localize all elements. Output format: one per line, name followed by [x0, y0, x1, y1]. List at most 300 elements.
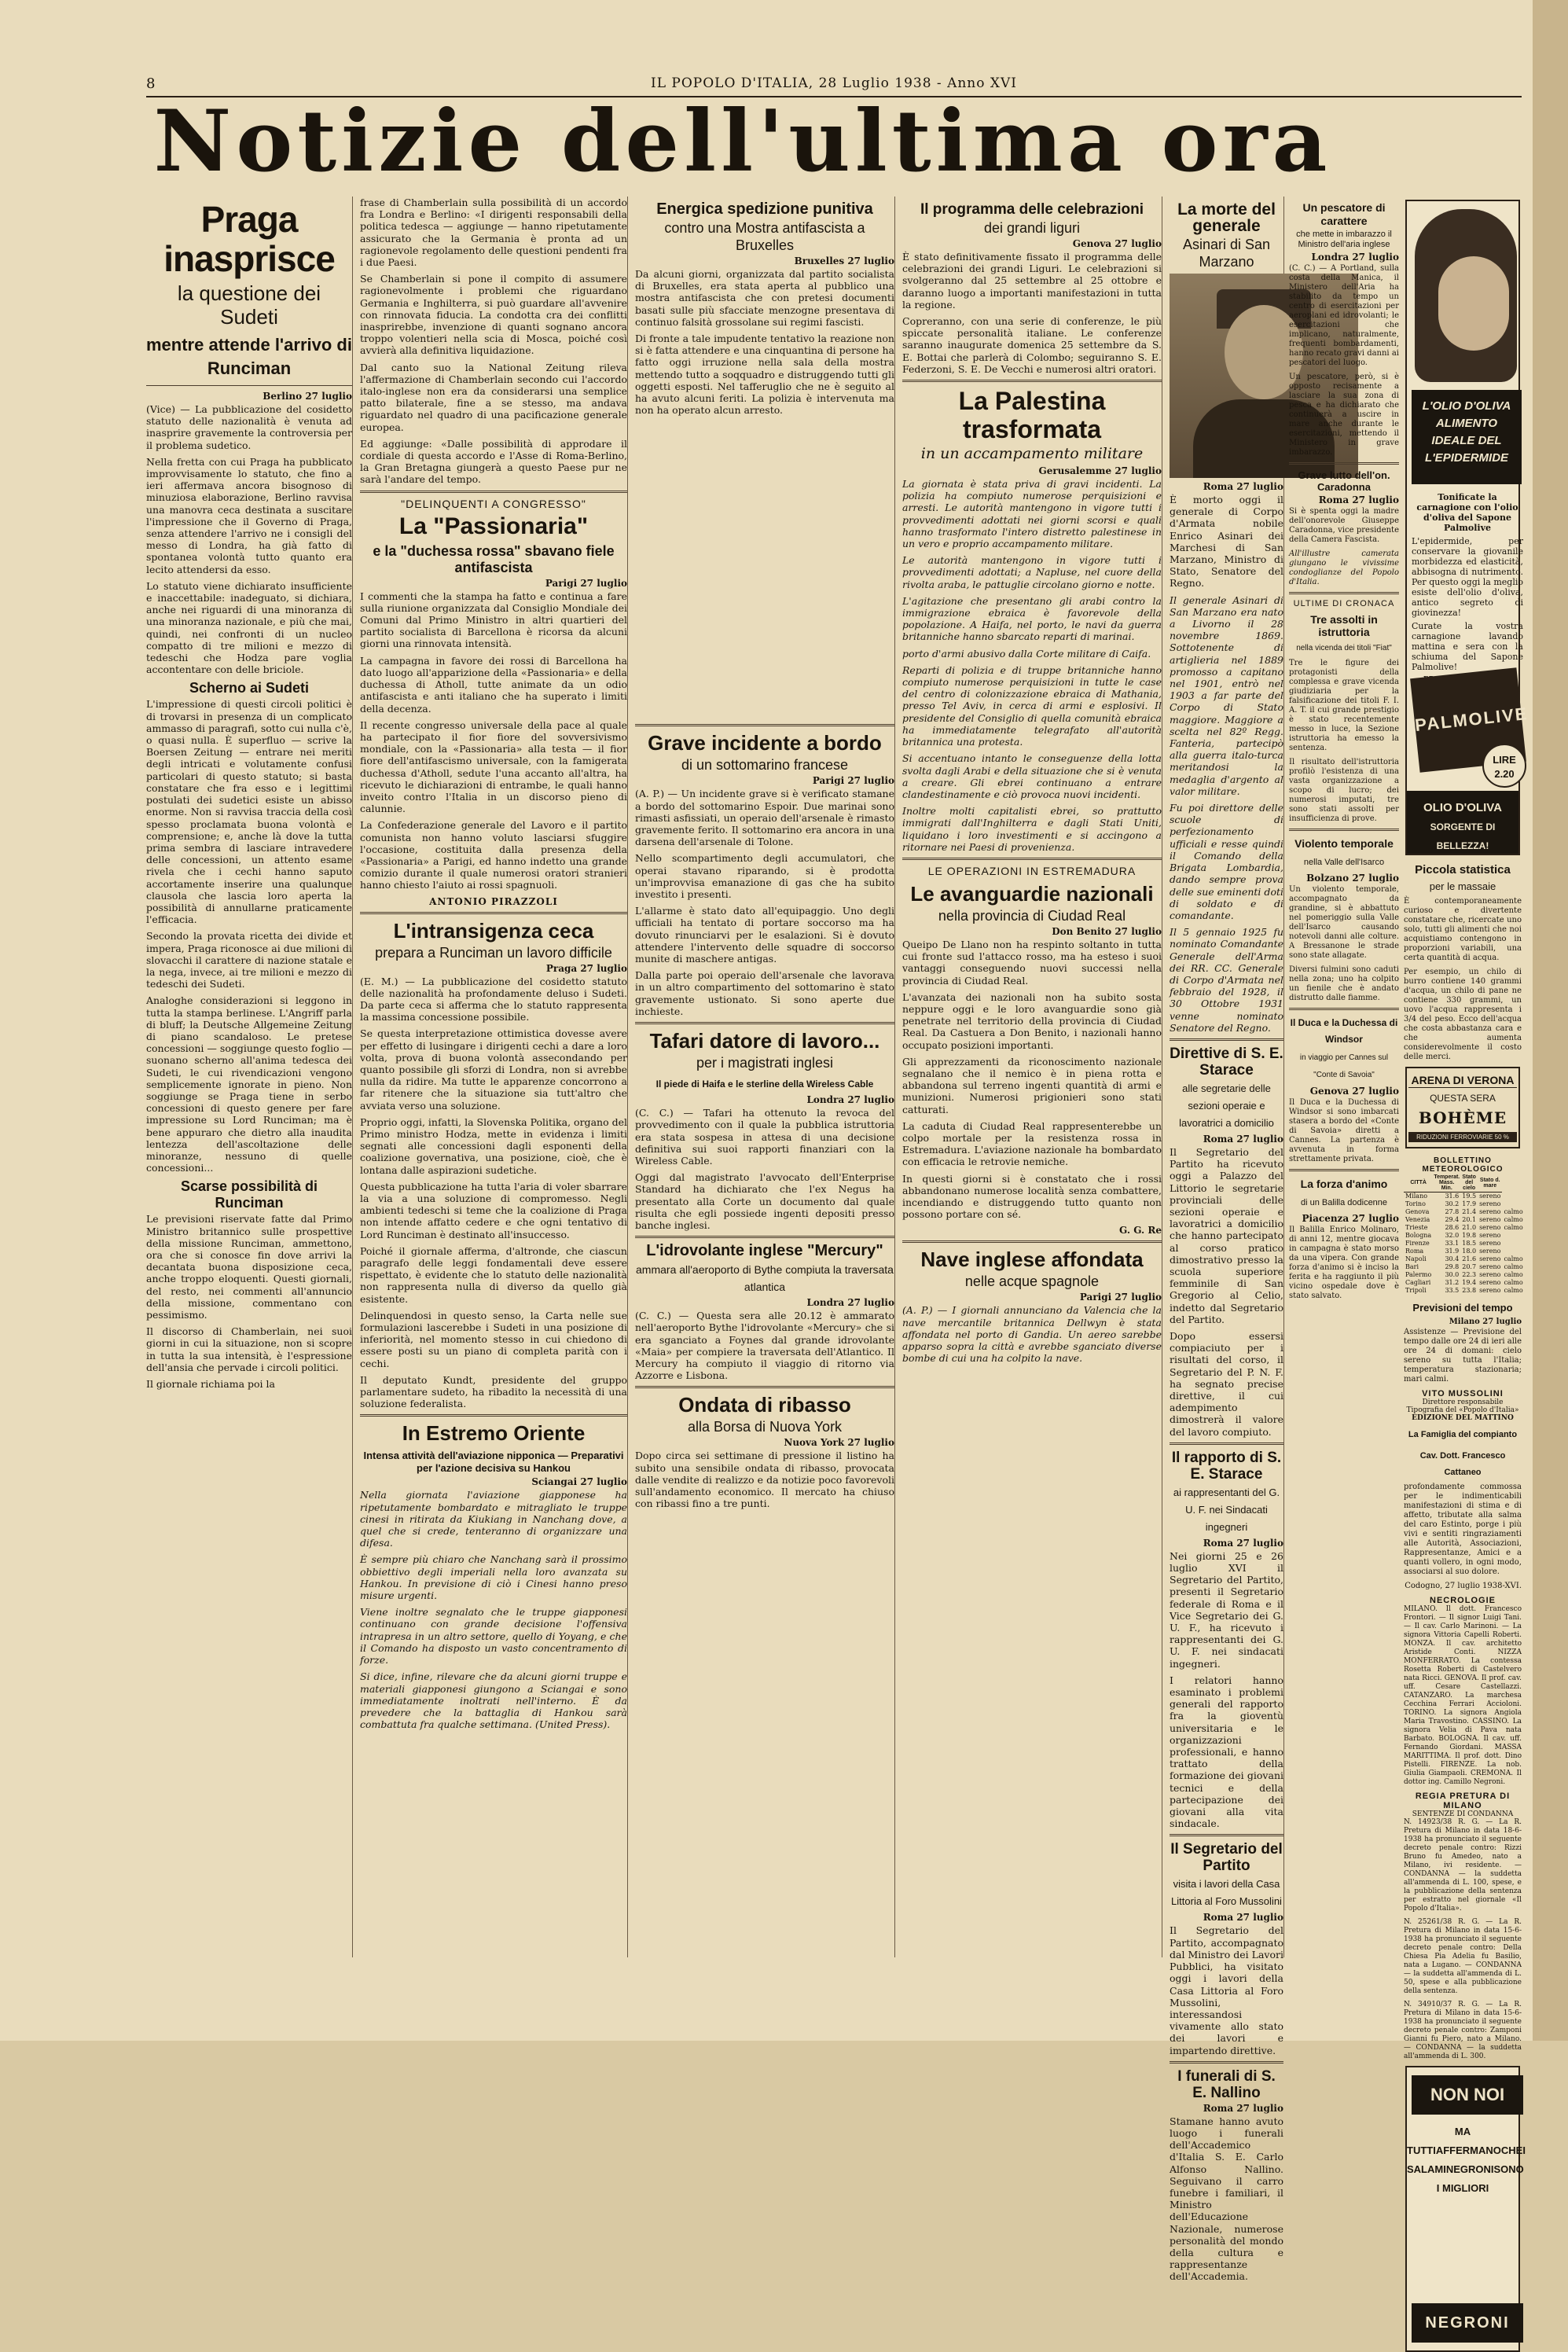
article-title: Le avanguardie nazionali: [910, 881, 1154, 906]
paragraph: N. 34910/37 R. G. — La R. Pretura di Milano in data 15-6-1938 ha pronunciato il seguente decreto penale contro: Zamponi Gianni fu Piero, nato a Milano. — CONDANNA — la suddetta all'ammenda di L. 300.: [1404, 2001, 1522, 2060]
price-badge: LIRE 2.20: [1482, 744, 1526, 788]
table-cell: Genova: [1405, 1208, 1430, 1215]
table-cell: calmo: [1504, 1279, 1523, 1286]
article-title: Energica spedizione punitiva: [656, 200, 873, 218]
ad-line: AFFERMANO: [1435, 2144, 1501, 2156]
table-cell: 17.9: [1462, 1200, 1477, 1207]
paragraph: L'agitazione che presentano gli arabi contro la immigrazione ebraica è favorevole della popolazione. A Haifa, nel porto, le navi da guerra britanniche hanno sbarcato reparti di marinai.: [902, 594, 1162, 643]
paragraph: Inoltre molti capitalisti ebrei, so prattutto immigrati dall'Inghilterra e dagli Stati Uniti, liquidano i loro investimenti e si accingono a ritornare nei Paesi di provenienza.: [902, 805, 1162, 853]
table-cell: 32.0: [1445, 1232, 1460, 1239]
paragraph: All'illustre camerata giungano le vivissime condoglianze del Popolo d'Italia.: [1289, 549, 1399, 586]
divider: [902, 1240, 1162, 1243]
article-title: Grave incidente a bordo: [648, 731, 882, 755]
column-6-lower: [1404, 863, 1526, 2352]
dateline: Praga 27 luglio: [545, 962, 627, 974]
dateline: Bruxelles 27 luglio: [794, 255, 894, 266]
dateline: Piacenza 27 luglio: [1302, 1213, 1399, 1224]
divider: [1170, 1038, 1283, 1041]
article-subtitle: nella Valle dell'Isarco: [1303, 858, 1385, 867]
table-cell: sereno: [1479, 1208, 1501, 1215]
article-subtitle: Asinari di San Marzano: [1182, 237, 1271, 270]
dateline: Genova 27 luglio: [1072, 238, 1162, 249]
section-heading: BOLLETTINO METEOROLOGICO: [1422, 1156, 1504, 1174]
paragraph: Dal canto suo la National Zeitung rileva l'affermazione di Chamberlain secondo cui l'accordo italo-inglese non era da considerarsi una semplice patto bilaterale, fine a se stesso, ma andava riguardato nel quadro di una pacificazione generale europea.: [360, 361, 627, 433]
paragraph: Le previsioni riservate fatte dal Primo Ministro britannico sulle prospettive della missione Runciman, ammettono, ora che si conosce fin dove arrivi la decantata buona disposizione ceca, anche troppo eloquenti. Questi giornali, del resto, nei commenti all'annuncio della missione, commentano con pessimismo.: [146, 1213, 352, 1321]
article-title: Il Segretario del Partito: [1170, 1841, 1283, 1875]
article-subtitle: per le massaie: [1429, 880, 1496, 892]
article-title: Nave inglese affondata: [920, 1248, 1144, 1272]
paragraph: Dopo circa sei settimane di pressione il listino ha subito una sensibile ondata di ribasso, provocata dalle vendite di realizzo e da notizie poco favorevoli sull'andamento economico. Il mercato ha chiuso con ribassi fino a tre punti.: [635, 1450, 894, 1510]
table-cell: Tripoli: [1405, 1287, 1427, 1294]
woman-illustration: [1415, 209, 1517, 382]
table-cell: [1502, 1248, 1524, 1255]
kicker: ULTIME DI CRONACA: [1293, 599, 1395, 608]
paragraph: Nei giorni 25 e 26 luglio XVI il Segretario del Partito, presenti il Segretario federale di Roma e il Vice Segretario dei G. U. F., ha ricevuto i rappresentanti dei G. U. F. nei sindacati ingegneri.: [1170, 1549, 1283, 1670]
table-cell: 30.0: [1445, 1271, 1460, 1278]
article-title: Piccola statistica: [1415, 863, 1511, 876]
table-row: [1404, 1208, 1525, 1216]
table-cell: Bologna: [1405, 1232, 1432, 1239]
article-title: In Estremo Oriente: [402, 1421, 586, 1446]
paragraph: Stamane hanno avuto luogo i funerali dell'Accademico d'Italia S. E. Carlo Alfonso Nallino. Seguivano il carro funebre i familiari, il Ministro dell'Educazione Nazionale, numerose personalità del mondo della cultura e rappresentanze dell'Accademia.: [1170, 2115, 1283, 2283]
table-cell: sereno: [1479, 1216, 1501, 1223]
notice-title: La Famiglia del compianto: [1408, 1430, 1518, 1439]
table-cell: 19.8: [1462, 1232, 1477, 1239]
article-title: Il programma delle celebrazioni: [920, 201, 1144, 218]
divider: [1170, 1834, 1283, 1836]
main-headline: Notizie dell'ultima ora: [153, 92, 1332, 191]
paragraph: In questi giorni si è constatato che i rossi abbandonano numerose località senza combattere, incendiando e distruggendo tutto quanto non possono portare con sé.: [902, 1172, 1162, 1221]
article-title: La Palestina trasformata: [958, 387, 1106, 444]
dateline: Parigi 27 luglio: [545, 577, 627, 589]
paragraph: (C. C.) — Tafari ha ottenuto la revoca del provvedimento con il quale la pubblica istruttoria era stata sospesa in attesa di una decisione definitiva sui suoi rapporti finanziari con la Wireless Cable.: [635, 1107, 894, 1167]
paragraph: Il generale Asinari di San Marzano era nato a Livorno il 28 novembre 1869. Sottotenente di artiglieria nel 1889 promosso a capitano nel 1901, entrò nel 1903 a far parte del Corpo di Stato maggiore. Maggiore a scelta nel 82º Regg. Fanteria, partecipò alla guerra italo-turca meritandosi la medaglia d'argento al valor militare.: [1170, 594, 1283, 797]
paragraph: Ed aggiunge: «Dalle possibilità di approdare il cordiale di questa accordo e l'Asse di Roma-Berlino, la Gran Bretagna giungerà a questo Paese pur ne sarà l'andare del tempo.: [360, 437, 627, 486]
article-subtitle: mentre attende l'arrivo di Runciman: [146, 335, 352, 378]
ad-footer-line: OLIO D'OLIVA: [1423, 801, 1502, 814]
article-title: Violento temporale: [1294, 837, 1394, 850]
table-cell: Cagliari: [1405, 1279, 1431, 1286]
table-cell: 21.0: [1462, 1224, 1477, 1231]
table-cell: calmo: [1504, 1287, 1523, 1294]
ad-copy: [1412, 492, 1523, 685]
paragraph: Si è spenta oggi la madre dell'onorevole Giuseppe Caradonna, vice presidente della Camera Fascista.: [1289, 507, 1399, 544]
paragraph: Copreranno, con una serie di conferenze, le più spiccate personalità italiane. Le conferenze saranno inaugurate domenica 25 settembre da S. E. Bottai che parlerà di Colombo; seguiranno S. E. Federzoni, S. E. De Vecchi e numerosi altri oratori.: [902, 315, 1162, 375]
paragraph: Le autorità mantengono in vigore tutti i provvedimenti adottati; a Napluse, nel cuore della rivolta araba, le pattuglie circolano giorno e notte.: [902, 554, 1162, 590]
ad-footer: [1407, 791, 1518, 854]
divider: [360, 912, 627, 914]
paragraph: Delinquendosi in questo senso, la Carta nelle sue formulazioni lascerebbe i Sudeti in una posizione di inferiorità, nel momento stesso in cui chiedono di essere posti su un piano di completa parità con i cechi.: [360, 1309, 627, 1369]
dateline: Roma 27 luglio: [1203, 1133, 1283, 1145]
table-row: [1404, 1271, 1525, 1279]
ad-line: MA TUTTI: [1407, 2126, 1471, 2156]
divider: [1170, 2061, 1283, 2064]
paragraph: Un pescatore, però, si è opposto recisamente a lasciare la sua zona di pesca e ha dichiarato che continuerà a uscire in mare anche durante le esercitazioni, mettendo il Ministero in grave imbarazzo.: [1289, 373, 1399, 457]
dateline: Milano 27 luglio: [1449, 1317, 1522, 1326]
dateline: Roma 27 luglio: [1203, 481, 1283, 492]
article-subtitle: nella vicenda dei titoli "Fiat": [1296, 644, 1392, 652]
divider: [1289, 1169, 1399, 1171]
paragraph: Dalla parte poi operaio dell'arsenale che lavorava in un altro compartimento del sottomarino è stato gravemente ustionato. Si sono aperte due inchieste.: [635, 969, 894, 1017]
dateline: Sciangai 27 luglio: [531, 1476, 627, 1488]
table-row: [1404, 1240, 1525, 1248]
director-name: VITO MUSSOLINI: [1422, 1389, 1504, 1398]
column-5: [1170, 197, 1284, 2283]
table-cell: Roma: [1405, 1248, 1424, 1255]
article-title: Previsioni del tempo: [1412, 1302, 1513, 1314]
article-title: Il rapporto di S. E. Starace: [1171, 1449, 1282, 1483]
dateline: Roma 27 luglio: [1203, 2102, 1283, 2114]
paragraph: (C. C.) — Questa sera alle 20.12 è ammarato nell'aeroporto Bythe l'idrovolante «Mercury» che si era sganciato a Foynes dal grande idrovolante «Maia» per compiere la traversata dell'Atlantico. Il Mercury ha compiuto il viaggio di ritorno via Azzorre e Lisbona.: [635, 1310, 894, 1382]
article-title: Tafari datore di lavoro...: [649, 1029, 880, 1053]
table-cell: calmo: [1504, 1255, 1523, 1262]
paragraph: Analoghe considerazioni si leggono in tutta la stampa berlinese. L'Angriff parla di bluff; la Deutsche Allgemeine Zeitung di piano scandaloso. Le pretese concessioni — soggiunge questo foglio — suonano scherno all'anima tedesca dei Sudeti, le cui rivendicazioni vengono semplicemente ignorate in pieno. Non soggiunge se Praga tiene in serbo concessioni di questo genere per fare impressione su Lord Runciman; ma è bene appuraro che dietro alla inaudita lentezza dell'ascoltazione delle minoranze, nessuno di quelle concessioni...: [146, 994, 352, 1174]
paragraph: Per esempio, un chilo di burro contiene 140 grammi d'acqua, un chilo di pane ne contiene 330 grammi, un uovo l'acqua rappresenta i 3/4 del peso. Ecco dell'acqua che costa abbastanza cara e che aumenta considerevolmente il costo delle merci.: [1404, 968, 1522, 1061]
table-row: [1404, 1224, 1525, 1232]
arena-verona-advertisement: [1405, 1067, 1520, 1148]
table-cell: [1502, 1193, 1524, 1201]
notice-title: Cav. Dott. Francesco Cattaneo: [1419, 1451, 1506, 1477]
column-6: [1404, 197, 1529, 2332]
table-header: CITTÀ: [1404, 1174, 1433, 1193]
ad-line: ARENA DI VERONA: [1408, 1073, 1517, 1088]
divider: [1289, 1008, 1399, 1010]
table-cell: 28.6: [1445, 1224, 1460, 1231]
table-row: [1404, 1263, 1525, 1271]
article-subtitle: e la "duchessa rossa" sbavano fiele antifascista: [373, 542, 615, 575]
article-title: La morte del generale: [1177, 200, 1276, 235]
paragraph: Nella fretta con cui Praga ha pubblicato improvvisamente lo statuto, che fino a ieri affermava ancora bisognoso di minuziosa elaborazione, Berlino ravvisa una manovra ceca destinata a suscitare l'impressione che il Governo di Praga, senza attendere l'arrivo ne i consigli del messo di Londra, ha già fatto di spontanea volontà tutto quanto era lecito attendersi da esso.: [146, 455, 352, 575]
table-header: Stato d. mare: [1478, 1174, 1502, 1193]
table-row: [1404, 1287, 1525, 1295]
table-cell: 30.4: [1445, 1255, 1460, 1262]
section-heading: Scarse possibilità di Runciman: [180, 1178, 318, 1211]
table-cell: sereno: [1479, 1287, 1501, 1294]
article-title: Grave lutto dell'on. Caradonna: [1298, 469, 1390, 493]
table-cell: 18.5: [1462, 1240, 1477, 1247]
ad-line: NEGRONI: [1412, 2303, 1523, 2343]
soap-bar-illustration: PALMOLIVE: [1410, 667, 1526, 773]
paragraph: I commenti che la stampa ha fatto e continua a fare sulla riunione organizzata dal Consiglio Mondiale dei Comuni dal Primo Ministro in altri quartieri del partito socialista di Barcellona è ricorsa da alcuni giorni una rinnovata intensità.: [360, 590, 627, 650]
table-row: [1404, 1255, 1525, 1263]
article-subtitle: nelle acque spagnole: [964, 1273, 1100, 1290]
table-header: Stato del cielo: [1460, 1174, 1478, 1193]
ad-line: SONO I MIGLIORI: [1436, 2163, 1524, 2194]
negroni-advertisement: [1405, 2066, 1526, 2352]
paragraph: Poiché il giornale afferma, d'altronde, che ciascun paragrafo delle leggi fondamentali deve essere rispettato, è evidente che lo statuto delle nazionalità non rappresenta nulla di diverso da quello già esistente.: [360, 1244, 627, 1305]
paragraph: L'allarme è stato dato all'equipaggio. Uno degli ufficiali ha tentato di portare soccorso ma ha dovuto rinunciarvi per le esalazioni. Si è dovuto attendere l'intervento delle squadre di soccorso munite di maschere antigas.: [635, 905, 894, 965]
table-cell: sereno: [1479, 1200, 1501, 1207]
table-cell: 23.8: [1462, 1287, 1477, 1294]
paragraph: Reparti di polizia e di truppe britanniche hanno compiuto numerose perquisizioni in tutte le case del centro di colonizzazione ebraica di Mathania, presso Tel Aviv, in cerca di armi e esplosivi. Il presidente del Consiglio di quella comunità ebraica ha immediatamente telegrafato all'autorità britannica una protesta.: [902, 663, 1162, 748]
paragraph: Codogno, 27 luglio 1938-XVI.: [1405, 1582, 1522, 1590]
table-cell: 20.7: [1462, 1263, 1477, 1270]
paragraph: Oggi dal magistrato l'avvocato dell'Enterprise Standard ha dichiarato che l'ex Negus ha presentato alla Corte un documento dal quale risulta che egli possiede ingenti depositi presso banche inglesi.: [635, 1171, 894, 1231]
ad-copy-text: L'epidermide, per conservare la giovanile morbidezza ed elasticità, abbisogna di nutrimento. Per questo oggi la meglio esiste dell'olio d'oliva, antico segreto di giovinezza!: [1412, 536, 1523, 618]
dateline: Bolzano 27 luglio: [1306, 873, 1399, 884]
paragraph: Queipo De Llano non ha respinto soltanto in tutta cui fronte sud l'attacco rosso, ma ha esteso i suoi vantaggi conseguendo nuovi successi nella provincia di Ciudad Real.: [902, 938, 1162, 987]
table-cell: [1502, 1240, 1524, 1248]
table-cell: Bari: [1405, 1263, 1419, 1270]
table-cell: sereno: [1479, 1263, 1501, 1270]
table-cell: 18.0: [1462, 1248, 1477, 1255]
byline: ANTONIO PIRAZZOLI: [429, 895, 558, 907]
table-row: [1404, 1200, 1525, 1208]
article-subtitle: di un Balilla dodicenne: [1300, 1198, 1388, 1207]
divider: [635, 1236, 894, 1238]
article-subtitle: alle segretarie delle sezioni operaie e lavoratrici a domicilio: [1179, 1082, 1274, 1129]
column-spacer: [635, 421, 894, 719]
table-row: [1404, 1216, 1525, 1224]
divider: [635, 1022, 894, 1024]
paragraph: Di fronte a tale impudente tentativo la reazione non si è fatta attendere e una cinquantina di persone ha fatto oggi irruzione nella sala della mostra mettendo tutto a soqquadro e distruggendo tutti gli oggetti esposti. Nel tafferuglio che ne è seguito al ha avuto alcuni feriti. La polizia è intervenuta ma non ha operato alcun arresto.: [635, 333, 894, 417]
ad-line: NEGRONI: [1445, 2163, 1494, 2175]
table-cell: 27.8: [1445, 1208, 1460, 1215]
table-row: [1404, 1193, 1525, 1201]
paragraph: (C. C.) — A Portland, sulla costa della Manica, il Ministero dell'Aria ha stabilito da tempo un centro di esercitazioni per aeroplani ed idrovolanti; le esercitazioni che implicano, naturalmente, frequenti bombardamenti, hanno recato gravi danni ai pescatori del luogo.: [1289, 264, 1399, 367]
article-subtitle: dei grandi liguri: [983, 220, 1081, 236]
director-title: Direttore responsabile: [1422, 1398, 1504, 1406]
table-cell: calmo: [1504, 1271, 1523, 1278]
article-subtitle: ai rappresentanti del G. U. F. nei Sindacati ingegneri: [1173, 1486, 1280, 1533]
masthead-line: IL POPOLO D'ITALIA, 28 Luglio 1938 - Anno XVI: [651, 75, 1017, 91]
table-cell: 29.8: [1445, 1263, 1460, 1270]
paragraph: N. 14923/38 R. G. — La R. Pretura di Milano in data 18-6-1938 ha pronunciato il seguente decreto penale contro: Rizzi Bruno fu Amedeo, nato a Milano, ivi residente. — CONDANNA — la suddetta all'ammenda di L. 100, spese, e la pubblicazione della sentenza per estratto nel giornale «Il Popolo d'Italia».: [1404, 1818, 1522, 1913]
paragraph: Proprio oggi, infatti, la Slovenska Politika, organo del Primo ministro Hodza, mette in evidenza i limiti segnati alle concessioni dagli esponenti della coalizione governativa, una posizione, cioè, che è lontana dalle aspirazioni sudetiche.: [360, 1115, 627, 1176]
paragraph: (Vice) — La pubblicazione del cosidetto statuto delle nazionalità è venuta ad inasprire gravemente la controversia per il problema sudetico.: [146, 403, 352, 451]
article-subtitle: visita i lavori della Casa Littoria al Foro Mussolini: [1171, 1878, 1282, 1908]
divider: [1289, 462, 1399, 465]
paragraph: Secondo la provata ricetta dei divide et impera, Praga riconosce ai due milioni di slovacchi il carattere di nazione statale e la nega, invece, ai tre milioni e mezzo di tedeschi dei Sudeti.: [146, 930, 352, 990]
divider: [902, 858, 1162, 860]
dateline: Roma 27 luglio: [1203, 1912, 1283, 1924]
dateline: Parigi 27 luglio: [812, 775, 894, 787]
paragraph: La caduta di Ciudad Real rappresenterebbe un colpo mortale per la resistenza rossa in Estremadura. L'aviazione nazionale ha bombardato con efficacia le retrovie nemiche.: [902, 1119, 1162, 1168]
dateline: Parigi 27 luglio: [1079, 1292, 1162, 1303]
ad-copy-lead: Tonificate la carnagione con l'olio d'oliva del Sapone Palmolive: [1416, 492, 1518, 533]
slogan-line: L'OLIO D'OLIVA: [1422, 399, 1511, 413]
ad-copy-text: Curate la vostra carnagione lavando mattina e sera con la schiuma del Sapone Palmolive!: [1412, 621, 1523, 672]
kicker: LE OPERAZIONI IN ESTREMADURA: [927, 864, 1137, 877]
ad-line: QUESTA SERA: [1430, 1093, 1496, 1104]
column-5b: [1289, 197, 1399, 1957]
paragraph: MILANO. Il dott. Francesco Frontori. — Il signor Luigi Tani. — Il cav. Carlo Marinoni. — La signora Vittoria Capelli Roberti. MONZA. Il cav. architetto Aristide Conti. NIZZA MONFERRATO. La contessa Rosetta Roberti di Castelvero nata Ricci. GENOVA. Il prof. cav. uff. Cesare Castellazzi. CATANZARO. La marchesa Cecchina Ferrari Accioloni. TORINO. La signora Angiola Maria Travostino. CASSINO. La signora Velia di Pava nata Barbato. BOLOGNA. Il cav. uff. Fernando Giordani. MASSA MARITTIMA. Il prof. dott. Dino Pistelli. FIRENZE. La nob. Giulia Giampaoli. CREMONA. Il dottor ing. Camillo Negroni.: [1404, 1605, 1522, 1786]
divider: [146, 385, 352, 386]
divider: [360, 491, 627, 493]
article-subtitle: nella provincia di Ciudad Real: [938, 907, 1126, 924]
slogan-line: L'EPIDERMIDE: [1424, 451, 1509, 465]
paragraph: È stato definitivamente fissato il programma delle celebrazioni dei grandi Liguri. Le celebrazioni si svolgeranno dal 25 settembre al 25 ottobre e daranno luogo a importanti manifestazioni in tutta la regione.: [902, 251, 1162, 311]
paragraph: Il recente congresso universale della pace al quale ha partecipato il fior fiore del sovversivismo mondiale, con la «Passionaria» alla testa — il fior fiore dell'antifascismo universale, con la famigerata duchessa d'Atholl, sedute l'una accanto all'altra, ha ricevuto le dichiarazioni di entrambe, le quali hanno inveito contro l'Italia in un discorso pieno di calunnie.: [360, 718, 627, 815]
paragraph: (A. P.) — I giornali annunciano da Valencia che la nave mercantile britannica Dellwyn è stata affondata nel porto di Gandia. Un aereo sarebbe apparso sopra la città e avrebbe sganciato diverse bombe di cui una ha colpito la nave.: [902, 1304, 1162, 1365]
paragraph: Gli apprezzamenti da riconoscimento nazionale segnalano che il nemico è in piena rotta e abbandona sul terreno ingenti quantità di armi e munizioni. Numerosi prigionieri sono stati catturati.: [902, 1055, 1162, 1115]
article-subtitle: Il piede di Haifa e le sterline della Wireless Cable: [655, 1079, 874, 1090]
paragraph: Si dice, infine, rilevare che da alcuni giorni truppe e materiali giapponesi giungono a Sciangai e sono immediatamente inoltrati nell'interno. È da prevedere che la battaglia di Hankou sarà combattuta fra qualche settimana. (United Press).: [360, 1670, 627, 1731]
article-subtitle: in un accampamento militare: [920, 445, 1144, 463]
paragraph: La campagna in favore dei rossi di Barcellona ha dato luogo all'apparizione della «Passionaria» e della duchessa di Atholl, tutte animate da un odio antifascista e anti italiano che ha superato i limiti della decenza.: [360, 654, 627, 715]
paragraph: Il Balilla Enrico Molinaro, di anni 12, mentre giocava in campagna è stato morso da una vipera. Con grande forza d'animo si è inciso la ferita e ha raggiunto il più vicino ospedale dove è stato salvato.: [1289, 1226, 1399, 1300]
paragraph: Se Chamberlain si pone il compito di assumere ragionevolmente i problemi che riguardano Germania e Inghilterra, si può guardare all'avvenire con rinnovata fiducia. La condotta cra dei conflitti inasprirebbe, invenzione di quanti sognano ancora troppo volentieri nella scia di Mosca, poiché così avvierà alla definitiva liquidazione.: [360, 273, 627, 357]
ad-line: NON NOI: [1412, 2075, 1523, 2115]
ad-footer-line: SORGENTE DI BELLEZZA!: [1430, 821, 1496, 851]
paragraph: frase di Chamberlain sulla possibilità di un accordo fra Londra e Berlino: «I dirigenti responsabili della politica tedesca — aggiunge — hanno ripetutamente assicurato che la Germania è pronta ad un ragionevole regolamento delle questioni pendenti fra i due Paesi.: [360, 197, 627, 269]
table-cell: Milano: [1405, 1193, 1428, 1200]
paragraph: L'impressione di questi circoli politici è di trovarsi in presenza di un complicato ammasso di paragrafi, sotto cui nulla c'è, o quasi nulla. È superfluo — scrive la Boersen Zeitung — entrare nei meriti degli intricati e volutamente confusi particolari di questo statuto; si basta constatare che fra esso e i legittimi postulati dei sudetici esiste un abisso enorme. Non si ravvisa traccia della così spesso proclamata buona volontà e comprensione; e, anche là dove la tutta prima sembra di lasciare intravedere delle concessioni, un attento esame rivela che i cechi hanno saputo accortamente inserire una qualunque clausola che lascia loro aperta la possibilità di annullarne praticamente l'efficacia.: [146, 698, 352, 926]
table-cell: 30.2: [1445, 1200, 1460, 1207]
section-subheading: SENTENZE DI CONDANNA: [1412, 1810, 1514, 1818]
paragraph: È sempre più chiaro che Nanchang sarà il prossimo obbiettivo degli imperiali nella loro avanzata su Hankou. In previsione di ciò i Cinesi hanno preso misure urgenti.: [360, 1553, 627, 1602]
table-cell: 19.5: [1462, 1193, 1477, 1200]
paragraph: Fu poi direttore delle scuole di perfezionamento ufficiali e resse quindi il Comando della Brigata Lombardia, dando sempre prova delle sue eminenti doti di soldato e di comandante.: [1170, 802, 1283, 921]
paragraph: Diversi fulmini sono caduti nella zona; uno ha colpito un fienile che è andato distrutto dalle fiamme.: [1289, 965, 1399, 1002]
paragraph: La giornata è stata priva di gravi incidenti. La polizia ha compiuto numerose perquisizioni e arresti. Le autorità mantengono in vigore tutti i provvedimenti adottati nei giorni scorsi e quali hanno trasformato l'intero distretto palestinese in un vero e proprio accampamento militare.: [902, 478, 1162, 550]
paragraph: Da alcuni giorni, organizzata dal partito socialista di Bruxelles, era stata aperta al pubblico una mostra antifascista che con pretesi documenti basati sulle più sfacciate menzogne presentava di continuo falsità grossolane sui regimi fascisti.: [635, 268, 894, 328]
article-title: La forza d'animo: [1300, 1178, 1388, 1190]
dateline: Roma 27 luglio: [1203, 1537, 1283, 1549]
column-4: [902, 197, 1162, 1957]
paragraph: Il risultato dell'istruttoria profilò l'esistenza di una vasta organizzazione a scopo di lucro; dei numerosi imputati, tre sono stati assolti per insufficienza di prove.: [1289, 758, 1399, 823]
table-cell: sereno: [1479, 1240, 1501, 1247]
table-row: [1404, 1279, 1525, 1287]
paragraph: L'avanzata dei nazionali non ha subito sosta neppure oggi e le loro avanguardie sono già penetrate nel territorio della provincia di Ciudad Real. Da Castuera a Don Benito, i nazionali hanno occupato posizioni importanti.: [902, 990, 1162, 1051]
table-cell: Firenze: [1405, 1240, 1430, 1247]
paragraph: porto d'armi abusivo dalla Corte militare di Caifa.: [902, 647, 1151, 660]
article-subtitle: di un sottomarino francese: [681, 757, 849, 774]
dateline: Roma 27 luglio: [1318, 494, 1399, 505]
paragraph: Il Segretario del Partito ha ricevuto oggi a Palazzo del Littorio le segretarie provinciali delle sezioni operaie e lavoratrici a domicilio che hanno partecipato al corso pratico dimostrativo presso la scuola superiore femminile di San Gregorio al Celio, indetto dal Segretario del Partito.: [1170, 1145, 1283, 1325]
paragraph: Il deputato Kundt, presidente del gruppo parlamentare sudeto, ha ribadito la necessità di una soluzione federalista.: [360, 1373, 627, 1410]
table-cell: 19.4: [1462, 1279, 1477, 1286]
divider: [635, 724, 894, 726]
paragraph: Il 5 gennaio 1925 fu nominato Comandante Generale dell'Arma dei RR. CC. Generale di Corpo d'Armata nel febbraio del 1928, il 30 Ottobre 1931 venne nominato Senatore del Regno.: [1170, 926, 1283, 1034]
table-cell: 33.5: [1445, 1287, 1460, 1294]
ad-line: RIDUZIONI FERROVIARIE 50 %: [1408, 1132, 1517, 1142]
paragraph: Questa pubblicazione ha tutta l'aria di voler sbarrare la via a una soluzione di compromesso. Negli ambienti tedeschi si teme che la coalizione di Praga non intende affatto cedere e che ogni tentativo di Lord Runciman è destinato all'insuccesso.: [360, 1180, 627, 1240]
ad-slogan: [1412, 390, 1522, 484]
article-subtitle: alla Borsa di Nuova York: [687, 1419, 843, 1435]
slogan-line: IDEALE DEL: [1431, 434, 1502, 447]
paragraph: (A. P.) — Un incidente grave si è verificato stamane a bordo del sottomarino Espoir. Due marinai sono rimasti asfissiati, un operaio dell'arsenale è rimasto gravemente ferito. Il sottomarino era ancora in una darsena dell'arsenale di Tolone.: [635, 788, 894, 848]
dateline: Nuova York 27 luglio: [784, 1437, 894, 1449]
paragraph: La Confederazione generale del Lavoro e il partito comunista non hanno voluto lasciarsi sfuggire l'occasione, costituita dalla presenza della «Passionaria» a Parigi, ed hanno indetto una grande comizio durante il quale numerosi oratori stranieri hanno chiesto l'aiuto ai rossi spagnuoli.: [360, 819, 627, 891]
article-subtitle: la questione dei Sudeti: [177, 281, 321, 329]
divider: [902, 380, 1162, 382]
article-title: I funerali di S. E. Nallino: [1177, 2067, 1276, 2101]
paragraph: Un violento temporale, accompagnato da grandine, si è abbattuto nel pomeriggio sulla Valle dell'Isarco causando notevoli danni alle colture. A Bressanone le strade sono state allagate.: [1289, 885, 1399, 960]
divider: [1289, 829, 1399, 831]
table-cell: calmo: [1504, 1224, 1523, 1231]
woman-face: [1438, 256, 1509, 351]
dateline: Don Benito 27 luglio: [1052, 925, 1162, 937]
table-cell: Trieste: [1405, 1224, 1428, 1231]
paragraph: I relatori hanno esaminato i problemi generali del rapporto fra la gioventù universitaria e le organizzazioni professionali, e hanno trattato della formazione dei giovani tecnici e della partecipazione dei giovani alla vita sindacale.: [1170, 1674, 1283, 1830]
table-cell: [1502, 1200, 1524, 1208]
table-cell: 21.6: [1462, 1255, 1477, 1262]
table-cell: calmo: [1504, 1263, 1523, 1270]
paragraph: Nello scompartimento degli accumulatori, che operai stavano riparando, si è prodotta un'improvvisa emanazione di gas che ha subito investito i presenti.: [635, 852, 894, 901]
article-title: Un pescatore di carattere: [1302, 201, 1386, 227]
article-title: L'idrovolante inglese "Mercury": [646, 1242, 883, 1260]
table-row: [1404, 1248, 1525, 1255]
paragraph: È contemporaneamente curioso e divertente constatare che, ricercate uno solo, tutti gli alimenti che noi acquistiamo contengono in proporzioni variabili, una certa quantità di acqua.: [1404, 897, 1522, 962]
table-cell: 33.1: [1445, 1240, 1460, 1247]
table-header: Temperat. Mass. Min.: [1434, 1174, 1460, 1191]
paragraph: N. 25261/38 R. G. — La R. Pretura di Milano in data 15-6-1938 ha pronunciato il seguente decreto penale contro: Della Chiesa Pia Adelia fu Basilio, nata a Lugano. — CONDANNA — la suddetta all'ammenda di L. 50, spese e alla pubblicazione della sentenza.: [1404, 1918, 1522, 1995]
kicker: "DELINQUENTI A CONGRESSO": [401, 497, 586, 510]
divider: [1170, 1442, 1283, 1445]
table-cell: [1502, 1232, 1524, 1240]
weather-table: [1404, 1174, 1525, 1295]
column-1: [146, 197, 353, 1957]
table-cell: 31.6: [1445, 1193, 1460, 1200]
paragraph: Il Segretario del Partito, accompagnato dal Ministro dei Lavori Pubblici, ha visitato oggi i lavori della Casa Littoria al Foro Mussolini, interessandosi vivamente allo stato dei lavori e impartendo direttive.: [1170, 1924, 1283, 2056]
paragraph: Il giornale richiama poi la: [146, 1378, 275, 1391]
table-cell: sereno: [1479, 1232, 1501, 1239]
article-subtitle: ammara all'aeroporto di Bythe compiuta la traversata atlantica: [636, 1263, 894, 1294]
table-cell: 20.1: [1462, 1216, 1477, 1223]
paragraph: Si accentuano intanto le conseguenze della lotta svolta dagli Arabi e della situazione che si è venuta a creare. Gli ebrei continuano a entrare clandestinamente e ciò provoca nuovi incidenti.: [902, 752, 1162, 800]
table-cell: sereno: [1479, 1279, 1501, 1286]
edition: EDIZIONE DEL MATTINO: [1412, 1414, 1514, 1422]
table-cell: calmo: [1504, 1208, 1523, 1215]
article-title: L'intransigenza ceca: [393, 918, 594, 943]
article-subtitle: contro una Mostra antifascista a Bruxelles: [664, 220, 865, 253]
paragraph: profondamente commossa per le indimenticabili manifestazioni di stima e di affetto, tributate alla salma del caro Estinto, porge i più vivi e sentiti ringraziamenti alle Autorità, Associazioni, Rappresentanze, Amici e a quanti vollero, in ogni modo, associarsi al suo dolore.: [1404, 1483, 1522, 1576]
article-subtitle: Intensa attività dell'aviazione nipponica — Preparativi per l'azione decisiva su Hankou: [363, 1450, 624, 1475]
table-cell: sereno: [1479, 1248, 1501, 1255]
table-cell: 21.4: [1462, 1208, 1477, 1215]
table-cell: sereno: [1479, 1271, 1501, 1278]
byline: G. G. Re: [1119, 1225, 1162, 1237]
column-3: [635, 197, 895, 1957]
paragraph: Il Duca e la Duchessa di Windsor si sono imbarcati stasera a bordo del «Conte di Savoia» diretti a Cannes. La partenza è avvenuta in forma strettamente privata.: [1289, 1098, 1399, 1163]
table-cell: calmo: [1504, 1216, 1523, 1223]
ad-copy: [1407, 2122, 1526, 2198]
dateline: Londra 27 luglio: [806, 1297, 894, 1309]
table-cell: sereno: [1479, 1193, 1501, 1200]
table-row: [1404, 1232, 1525, 1240]
paragraph: Viene inoltre segnalato che le truppe giapponesi continuano con grande decisione l'offensiva intrapresa in un altro settore, quello di Yoyang, e che il Comando ha disposto un vasto concentramento di forze.: [360, 1606, 627, 1667]
paragraph: Lo statuto viene dichiarato insufficiente e inaccettabile: inadeguato, si dichiara, anche nei riguardi di una minoranza di una minoranza nazionale, e più che mai, quindi, nei confronti di un nucleo compatto di tre milioni e mezzo di tedeschi che Hodza pare voglia accontentare con delle briciole.: [146, 579, 352, 676]
paragraph: Se questa interpretazione ottimistica dovesse avere per effetto di lusingare i dirigenti cechi a dare a loro volta, prova di buona volontà assecondando per quanto possibile gli sforzi di Londra, non si avrebbe nulla da ridire. Ma tutte le apparenze concorrono a far ritenere che la situazione sia tutt'altro che avviata verso una soluzione.: [360, 1027, 627, 1112]
article-title: Direttive di S. E. Starace: [1170, 1045, 1283, 1079]
article-title: Ondata di ribasso: [678, 1393, 851, 1417]
ad-line: CHE: [1500, 2144, 1523, 2156]
page-number: 8: [146, 75, 156, 92]
slogan-line: ALIMENTO: [1435, 417, 1498, 430]
paragraph: Il discorso di Chamberlain, nei suoi giorni in cui la situazione, non si scopre in tutta la sua intensità, è l'espressione dell'ansia che pervade i circoli politici.: [146, 1325, 352, 1373]
paragraph: Assistenze — Previsione del tempo dalle ore 24 di ieri alle ore 24 di domani: cielo sereno su tutta l'Italia; temperatura stazionaria; mari calmi.: [1404, 1328, 1522, 1384]
section-heading: REGIA PRETURA DI MILANO: [1415, 1792, 1511, 1810]
paragraph: Nella giornata l'aviazione giapponese ha ripetutamente bombardato e mitragliato le truppe cinesi in ritirata da Kiukiang in Nanchang dove, a quel che si crede, tenteranno di organizzare una difesa.: [360, 1489, 627, 1549]
divider: [1289, 592, 1399, 594]
table-cell: Napoli: [1405, 1255, 1427, 1262]
section-heading: NECROLOGIE: [1430, 1596, 1496, 1605]
section-heading: Scherno ai Sudeti: [189, 680, 310, 696]
article-subtitle: per i magistrati inglesi: [696, 1055, 834, 1071]
paragraph: Tre le figure dei protagonisti della complessa e grave vicenda giudiziaria per la falsificazione dei titoli F. I. A. T. il cui grande prestigio è stato recentemente messo in luce, la Sezione istruttoria ha emesso la sentenza.: [1289, 659, 1399, 752]
paragraph: Dopo essersi compiaciuto per i risultati del corso, il Segretario del P. N. F. ha segnato precise direttive, il cui adempimento dimostrerà il valore del lavoro compiuto.: [1170, 1329, 1283, 1438]
article-title: La "Passionaria": [398, 513, 589, 539]
dateline: Gerusalemme 27 luglio: [1038, 465, 1162, 477]
table-cell: Venezia: [1405, 1216, 1430, 1223]
dateline: Londra 27 luglio: [1311, 252, 1399, 263]
article-title: Praga inasprisce: [163, 199, 335, 279]
divider: [635, 1386, 894, 1388]
table-cell: sereno: [1479, 1255, 1501, 1262]
palmolive-advertisement: [1405, 200, 1529, 855]
printer: Tipografia del «Popolo d'Italia»: [1406, 1406, 1519, 1414]
